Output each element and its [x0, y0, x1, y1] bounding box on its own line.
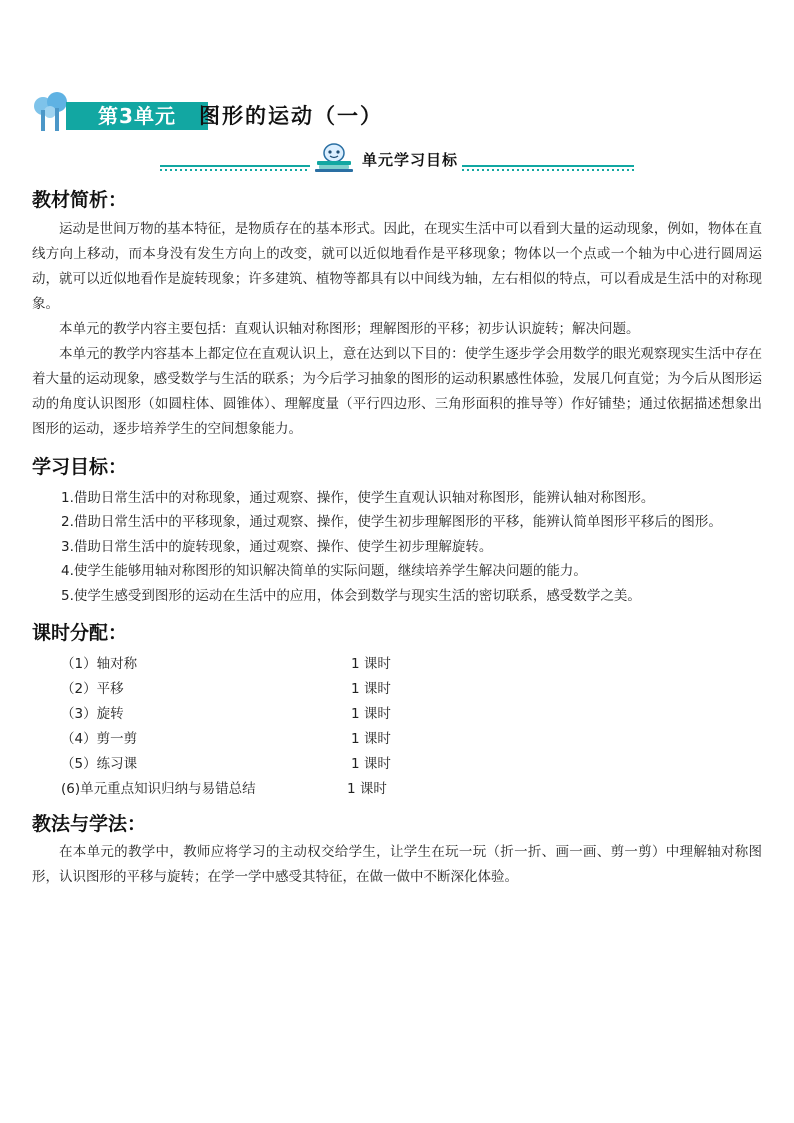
schedule-hours-2: 1 课时: [351, 681, 391, 697]
schedule-hours-6: 1 课时: [347, 781, 387, 797]
unit-title: 图形的运动（一）: [199, 104, 383, 128]
unit-header: [28, 92, 768, 132]
goal-item-4: 4.使学生能够用轴对称图形的知识解决简单的实际问题，继续培养学生解决问题的能力。: [61, 563, 587, 579]
schedule-label-6: (6)单元重点知识归纳与易错总结: [61, 781, 256, 797]
analysis-paragraph-1: 运动是世间万物的基本特征，是物质存在的基本形式。因此，在现实生活中可以看到大量的运动现象，例如，物体在直线方向上移动，而本身没有发生方向上的改变，就可以近似地看作是平移现象；物体以一个点或一个轴为中心进行圆周运动，就可以近似地看作是旋转现象；许多建筑、植物等都具有以中间线为轴，左右相似的特点，可以看成是生活中的对称现象。: [32, 221, 762, 312]
reading-mascot-icon: [311, 141, 357, 173]
goal-item-3: 3.借助日常生活中的旋转现象，通过观察、操作、使学生初步理解旋转。: [61, 539, 493, 555]
goal-item-5: 5.使学生感受到图形的运动在生活中的应用，体会到数学与现实生活的密切联系，感受数学之美。: [61, 588, 641, 604]
schedule-label-5: （5）练习课: [61, 756, 138, 772]
analysis-paragraph-3: 本单元的教学内容基本上都定位在直观认识上，意在达到以下目的：使学生逐步学会用数学的眼光观察现实生活中存在着大量的运动现象，感受数学与生活的联系；为今后学习抽象的图形的运动积累感性体验，发展几何直觉；为今后从图形运动的角度认识图形（如圆柱体、圆锥体）、理解度量（平行四边形、三角形面积的推导等）作好铺垫；通过依据描述想象出图形的运动，逐步培养学生的空间想象能力。: [32, 346, 762, 437]
unit-badge: 第3单元: [66, 102, 208, 130]
schedule-label-4: （4）剪一剪: [61, 731, 138, 747]
schedule-label-2: （2）平移: [61, 681, 124, 697]
banner-dots-left: [160, 169, 310, 171]
banner-title: 单元学习目标: [362, 151, 459, 169]
schedule-heading: 课时分配：: [32, 622, 128, 644]
analysis-heading: 教材简析：: [32, 189, 128, 211]
methods-paragraph: 在本单元的教学中，教师应将学习的主动权交给学生，让学生在玩一玩（折一折、画一画、剪一剪）中理解轴对称图形，认识图形的平移与旋转；在学一学中感受其特征，在做一做中不断深化体验。: [32, 844, 762, 885]
analysis-paragraph-2: 本单元的教学内容主要包括：直观认识轴对称图形；理解图形的平移；初步认识旋转；解决问题。: [59, 321, 640, 337]
banner-line-left: [160, 165, 310, 167]
banner-line-right: [462, 165, 634, 167]
goal-item-2: 2.借助日常生活中的平移现象，通过观察、操作，使学生初步理解图形的平移，能辨认简单图形平移后的图形。: [61, 514, 722, 530]
goal-item-1: 1.借助日常生活中的对称现象，通过观察、操作，使学生直观认识轴对称图形，能辨认轴对称图形。: [61, 490, 655, 506]
methods-heading: 教法与学法：: [32, 813, 147, 835]
banner-dots-right: [462, 169, 634, 171]
schedule-label-1: （1）轴对称: [61, 656, 138, 672]
schedule-hours-5: 1 课时: [351, 756, 391, 772]
schedule-hours-3: 1 课时: [351, 706, 391, 722]
schedule-hours-4: 1 课时: [351, 731, 391, 747]
goals-heading: 学习目标：: [32, 456, 128, 478]
schedule-hours-1: 1 课时: [351, 656, 391, 672]
schedule-label-3: （3）旋转: [61, 706, 124, 722]
section-banner: [160, 141, 634, 173]
